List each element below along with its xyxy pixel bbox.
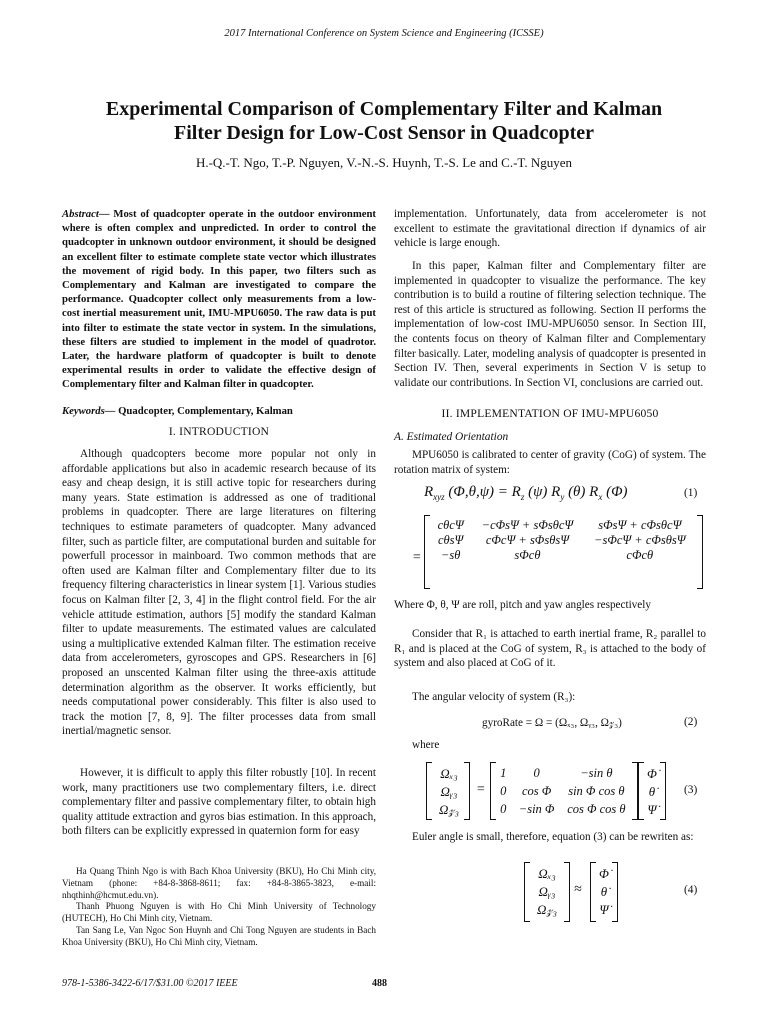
eq3-lhs-entry: Ωₓ₃ bbox=[440, 766, 458, 781]
keywords-label: Keywords— bbox=[62, 405, 116, 417]
angular-para: The angular velocity of system (R₃): bbox=[412, 691, 576, 703]
right-paragraph-2 bbox=[394, 259, 706, 390]
footnote-1: Ha Quang Thinh Ngo is with Bach Khoa University (BKU), Ho Chi Minh city, Vietnam (phone: +84-8-3868-8611; fax: +84-8-3865-3823, e-mail: nhqthinh@hcmut.edu.vn). bbox=[62, 866, 376, 900]
title-line-1: Experimental Comparison of Complementary Filter and Kalman bbox=[105, 98, 663, 120]
keywords-text: Quadcopter, Complementary, Kalman bbox=[115, 405, 293, 417]
matrix-cell: cθcΨ bbox=[437, 518, 464, 532]
eq1-args: (Φ,θ,ψ) bbox=[448, 484, 495, 500]
eq2-number: (2) bbox=[684, 716, 698, 728]
right-para-cont: implementation. Unfortunately, data from accelerometer is not excellent to estimate the gravitational direction if dynamics of air vehicle is large enough. bbox=[394, 208, 706, 250]
eq4-lhs-entry: Ωₓ₃ bbox=[538, 866, 556, 881]
eq3-rhs-entry: Φ̇ bbox=[647, 766, 657, 781]
matrix-cell: −sΦcΨ + cΦsθsΨ bbox=[594, 533, 686, 547]
eq3-cell: cos Φ cos θ bbox=[567, 802, 626, 816]
matrix-cell: −sθ bbox=[440, 548, 461, 562]
footnote-2: Thanh Phuong Nguyen is with Ho Chi Minh University of Technology (HUTECH), Ho Chi Minh city, Vietnam. bbox=[62, 901, 376, 924]
angles-description: Where Φ, θ, Ψ are roll, pitch and yaw angles respectively bbox=[394, 599, 651, 611]
euler-para: Euler angle is small, therefore, equation (3) can be rewriten as: bbox=[412, 831, 694, 843]
footnote-3: Tan Sang Le, Van Ngoc Son Huynh and Chi Tong Nguyen are students in Bach Khoa University (BKU), Ho Chi Minh city, Vietnam. bbox=[62, 924, 376, 947]
where-label: where bbox=[412, 739, 440, 751]
right-para-2: In this paper, Kalman filter and Complementary filter are implemented in quadcopter to visualize the performance. The key contribution is to build a routine of filtering selection technique. The rest of this article is structured as following. Section II performs the implementation of low-cost IMU-MPU6050 sensor. In Section III, the contents focus on theory of Kalman filter and Complementary filter basically. Later, modeling analysis of quadcopter is presented in Section IV. Then, several experiments in Section V is setup to validate our contributions. In Section VI, conclusions are carried out. bbox=[394, 260, 706, 389]
matrix-cell: sΦcθ bbox=[514, 548, 541, 562]
abstract-label: Abstract— bbox=[62, 208, 110, 220]
matrix-row bbox=[430, 518, 696, 533]
matrix-right-bracket bbox=[697, 515, 703, 589]
eq4-lhs-vector bbox=[531, 865, 563, 919]
mpu-paragraph bbox=[394, 448, 706, 477]
eq1-sub-y: y bbox=[560, 492, 565, 502]
matrix-cell: cΦcΨ + sΦsθsΨ bbox=[485, 533, 569, 547]
frames-paragraph bbox=[394, 627, 706, 671]
equation-1 bbox=[424, 484, 628, 502]
eq3-cell: 0 bbox=[500, 802, 507, 816]
eq4-rhs-vector bbox=[595, 865, 613, 919]
matrix-cell: sΦsΨ + cΦsθcΨ bbox=[598, 518, 682, 532]
eq3-lhs-entry: Ωᵧ₃ bbox=[440, 784, 458, 799]
frames-para: Consider that R₁ is attached to earth inertial frame, R₂ parallel to R₁ and is placed at the CoG of system, R₃ is attached to the body of system and also placed at CoG of it. bbox=[394, 628, 706, 670]
abstract-text: Most of quadcopter operate in the outdoor environment where is often complex and unpredicted. In order to control the quadcopter in unknown outdoor environment, it should be designed an excellent filter to estimate complete state vector which illustrates the movement of rigid body. In this paper, two filters such as Complementary and Kalman are investigated to compare the performance. Quadcopter collect only measurements from a low-cost inertial measurement unit, IMU-MPU6050. The raw data is put into filter to estimate the state vector in system. In the simulations, these filters are studied to implement in the model of quadrotor. Later, the hardware platform of quadcopter is built to denote experimental results in order to validate the effective design of Complementary filter and Kalman filter in quadcopter. bbox=[62, 208, 376, 391]
section-heading-introduction: I. INTRODUCTION bbox=[168, 425, 270, 438]
paper-title bbox=[60, 97, 708, 145]
eq1-sub-z: z bbox=[520, 492, 525, 502]
eq3-equals: = bbox=[476, 782, 486, 797]
isbn-footer: 978-1-5386-3422-6/17/$31.00 ©2017 IEEE bbox=[62, 978, 238, 989]
eq3-rhs-entry: θ̇ bbox=[648, 784, 656, 799]
eq3-cell: 0 bbox=[533, 766, 540, 780]
subsection-heading-orientation: A. Estimated Orientation bbox=[394, 431, 509, 443]
footnotes bbox=[62, 866, 376, 949]
eq3-cell: 0 bbox=[500, 784, 507, 798]
page-number: 488 bbox=[372, 978, 387, 989]
eq1-rhs: = R bbox=[497, 484, 521, 500]
eq1-rhs-1: (ψ) R bbox=[528, 484, 561, 500]
matrix-row bbox=[430, 533, 696, 548]
eq3-matrix bbox=[494, 764, 632, 818]
mpu-para: MPU6050 is calibrated to center of gravity (CoG) of system. The rotation matrix of system: bbox=[394, 449, 706, 476]
section-heading-implementation: II. IMPLEMENTATION OF IMU-MPU6050 bbox=[441, 407, 659, 420]
right-paragraph-continued bbox=[394, 207, 706, 251]
eq3-row bbox=[494, 800, 632, 818]
euler-paragraph bbox=[394, 830, 706, 845]
intro-para-1: Although quadcopters become more popular not only in affordable applications but also in academic research because of its easy and cheap design, it is still active topic for researchers during many years. State estimation is addressed as one of traditional problems in quadcopter. There are large literatures on filtering techniques to estimate parameters of quadcopter. Many advanced filter, such as particle filter, are computational burden and suitable for powerfull processor in mainboard. Two common methods that are often used are Kalman filter and Complementary filter due to its frequency filtering characteristics in linear system [1]. Various studies focus on Kalman filter [2, 3, 4] in the flight control field. For the air vehicle attitude estimation, authors [5] modify the standard Kalman filter to update measurements. The estimated values are calculated using a multiplicative extended Kalman filter. The estimation receive data from accelerometers, gyroscopes and GPS. Researchers in [6] proposed an unscented Kalman filter using the three-axis attitude determination algorithm as the observer. It works efficiently, but needs computational power considerably. This filter is also used to track the motion [7, 8, 9]. The filter processes data from small inertial/magnetic sensor. bbox=[62, 448, 376, 738]
eq3-cell: −sin θ bbox=[580, 766, 613, 780]
eq4-lhs-right-bracket bbox=[564, 862, 570, 922]
eq3-cell: cos Φ bbox=[521, 784, 552, 798]
intro-paragraph-2 bbox=[62, 766, 376, 839]
matrix-equals: = bbox=[412, 550, 422, 565]
eq1-number: (1) bbox=[684, 487, 698, 499]
title-line-2: Filter Design for Low-Cost Sensor in Quadcopter bbox=[174, 122, 594, 144]
eq4-approx: ≈ bbox=[574, 882, 582, 897]
keywords bbox=[62, 404, 376, 419]
eq4-rhs-entry: θ̇ bbox=[600, 884, 608, 899]
eq3-rhs-vector bbox=[643, 765, 661, 819]
eq1-rhs-3: (Φ) bbox=[606, 484, 628, 500]
eq3-cell: 1 bbox=[500, 766, 507, 780]
eq4-number: (4) bbox=[684, 884, 698, 896]
eq3-row bbox=[494, 764, 632, 782]
angular-velocity-paragraph bbox=[394, 690, 706, 705]
eq4-rhs-entry: Ψ̇ bbox=[599, 902, 609, 917]
matrix-cell: −cΦsΨ + sΦsθcΨ bbox=[481, 518, 574, 532]
eq4-lhs-left-bracket bbox=[524, 862, 530, 922]
eq4-lhs-entry: Ωᵧ₃ bbox=[538, 884, 556, 899]
eq3-lhs-left-bracket bbox=[426, 762, 432, 820]
abstract bbox=[62, 207, 376, 392]
eq3-lhs-entry: Ω𝓏₃ bbox=[439, 802, 459, 817]
eq1-sub-x: x bbox=[598, 492, 603, 502]
eq4-rhs-entry: Φ̇ bbox=[599, 866, 609, 881]
intro-para-2: However, it is difficult to apply this filter robustly [10]. In recent work, many practitioners use two complementary filters, i.e. direct complementary filter and passive complementary filter, to obtain high quality attitude extraction and gyros bias estimation. In this approach, both filters can be explicitly expressed in quaternion form for easy bbox=[62, 767, 376, 838]
matrix-cell: cθsΨ bbox=[437, 533, 464, 547]
eq4-lhs-entry: Ω𝓏₃ bbox=[537, 902, 557, 917]
eq1-rhs-2: (θ) R bbox=[568, 484, 599, 500]
eq1-lhs-sub: xyz bbox=[433, 492, 445, 502]
equation-2: gyroRate = Ω = (Ωₓ₃, Ωᵧ₃, Ω𝓏₃) bbox=[482, 717, 622, 729]
eq3-cell: −sin Φ bbox=[518, 802, 555, 816]
conference-header: 2017 International Conference on System Science and Engineering (ICSSE) bbox=[224, 28, 544, 39]
eq3-number: (3) bbox=[684, 784, 698, 796]
matrix-row bbox=[430, 548, 696, 563]
eq1-lhs: R bbox=[424, 484, 434, 500]
matrix-cell: cΦcθ bbox=[626, 548, 654, 562]
eq3-rhs-entry: Ψ̇ bbox=[647, 802, 657, 817]
eq3-cell: sin Φ cos θ bbox=[568, 784, 625, 798]
author-list: H.-Q.-T. Ngo, T.-P. Nguyen, V.-N.-S. Huynh, T.-S. Le and C.-T. Nguyen bbox=[195, 155, 573, 170]
eq3-row bbox=[494, 782, 632, 800]
eq3-lhs-vector bbox=[433, 765, 465, 819]
rotation-matrix bbox=[430, 518, 696, 563]
intro-paragraph-1 bbox=[62, 447, 376, 739]
